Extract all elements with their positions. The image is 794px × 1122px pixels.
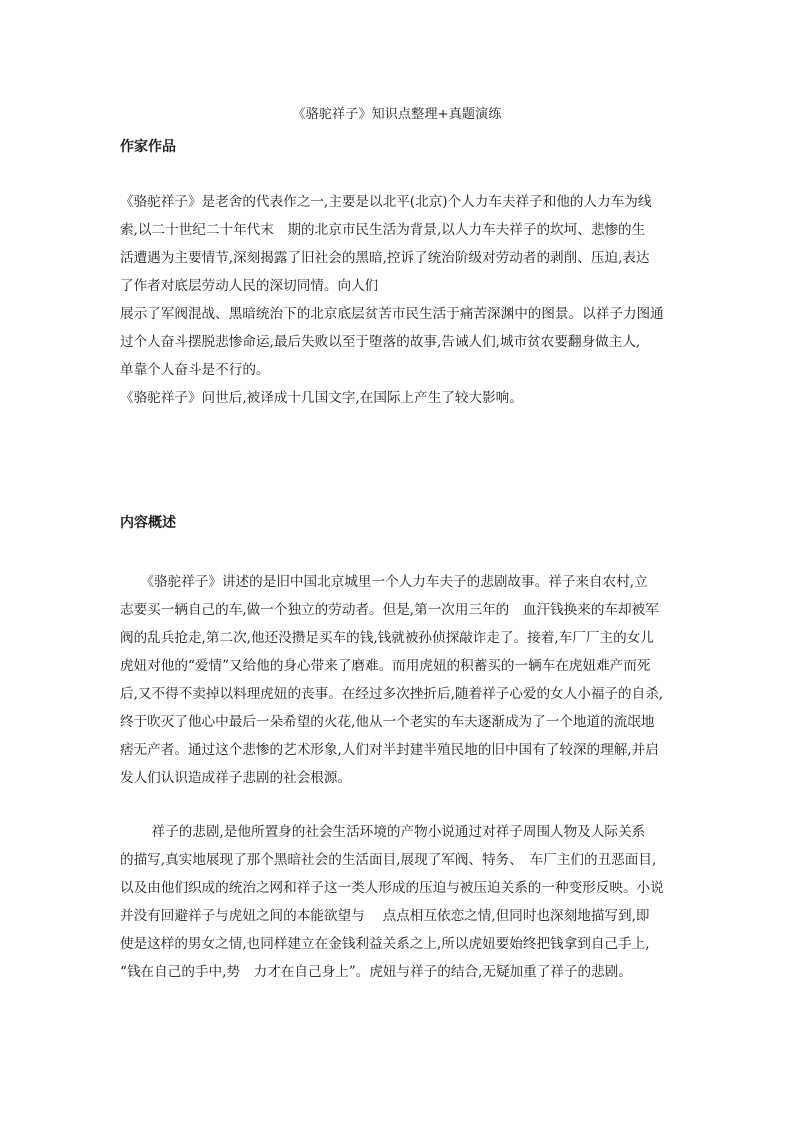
- text-line: 索,以二十世纪二十年代末 期的北京市民生活为背景,以人力车夫祥子的坎坷、悲惨的生: [120, 222, 646, 238]
- text-line: 展示了军阀混战、黑暗统治下的北京底层贫苦市民生活于痛苦深渊中的图景。以祥子力图通: [120, 306, 664, 322]
- paragraph-summary-2: [120, 818, 678, 986]
- text-line: 虎妞对他的“爱情”又给他的身心带来了磨难。而用虎妞的积蓄买的一辆车在虎妞难产而死: [120, 658, 651, 674]
- text-line: 发人们认识造成祥子悲剧的社会根源。: [120, 770, 352, 786]
- paragraph-summary-1: [120, 568, 678, 792]
- text-line: 终于吹灭了他心中最后一朵希望的火花,他从一个老实的车夫逐渐成为了一个地道的流氓地: [120, 714, 655, 730]
- text-line: 的描写,真实地展现了那个黑暗社会的生活面目,展现了军阀、特务、 车厂主们的丑恶面目,: [120, 852, 657, 868]
- paragraph-author-works: [120, 188, 678, 412]
- text-line: 单靠个人奋斗是不行的。: [120, 362, 270, 378]
- text-line: 并没有回避祥子与虎妞之间的本能欲望与 点点相互依恋之情,但同时也深刻地描写到,即: [120, 908, 650, 924]
- text-line: 痞无产者。通过这个悲惨的艺术形象,人们对半封建半殖民地的旧中国有了较深的理解,并启: [120, 742, 659, 758]
- text-line: 《骆驼祥子》问世后,被译成十几国文字,在国际上产生了较大影响。: [120, 390, 523, 406]
- text-line: 后,又不得不卖掉以料理虎妞的丧事。在经过多次挫折后,随着祥子心爱的女人小福子的自杀,: [120, 686, 664, 702]
- section-heading-author-works: 作家作品: [120, 139, 176, 155]
- text-line: 了作者对底层劳动人民的深切同情。向人们: [120, 278, 379, 294]
- text-line: 阀的乱兵抢走,第二次,他还没攒足买车的钱,钱就被孙侦探敲诈走了。接着,车厂厂主的女儿: [120, 630, 654, 646]
- text-line: 活遭遇为主要情节,深刻揭露了旧社会的黑暗,控诉了统治阶级对劳动者的剥削、压迫,表达: [120, 250, 650, 266]
- text-line: 过个人奋斗摆脱悲惨命运,最后失败以至于堕落的故事,告诫人们,城市贫农要翻身做主人,: [120, 334, 641, 350]
- section-heading-content-summary: 内容概述: [120, 515, 176, 531]
- text-line: “钱在自己的手中,势 力才在自己身上”。虎妞与祥子的结合,无疑加重了祥子的悲剧。: [120, 964, 632, 980]
- text-line: 使是这样的男女之情,也同样建立在金钱利益关系之上,所以虎妞要始终把钱拿到自己手上,: [120, 936, 650, 952]
- text-line: 《骆驼祥子》讲述的是旧中国北京城里一个人力车夫子的悲剧故事。祥子来自农村,立: [120, 574, 648, 590]
- text-line: 祥子的悲剧,是他所置身的社会生活环境的产物小说通过对祥子周围人物及人际关系: [120, 824, 646, 840]
- text-line: 《骆驼祥子》是老舍的代表作之一,主要是以北平(北京)个人力车夫祥子和他的人力车为线: [120, 194, 652, 210]
- text-line: 志要买一辆自己的车,做一个独立的劳动者。但是,第一次用三年的 血汗钱换来的车却被军: [120, 602, 659, 618]
- document-title: 《骆驼祥子》知识点整理+真题演练: [292, 107, 502, 122]
- text-line: 以及由他们织成的统治之网和祥子这一类人形成的压迫与被压迫关系的一种变形反映。小说: [120, 880, 664, 896]
